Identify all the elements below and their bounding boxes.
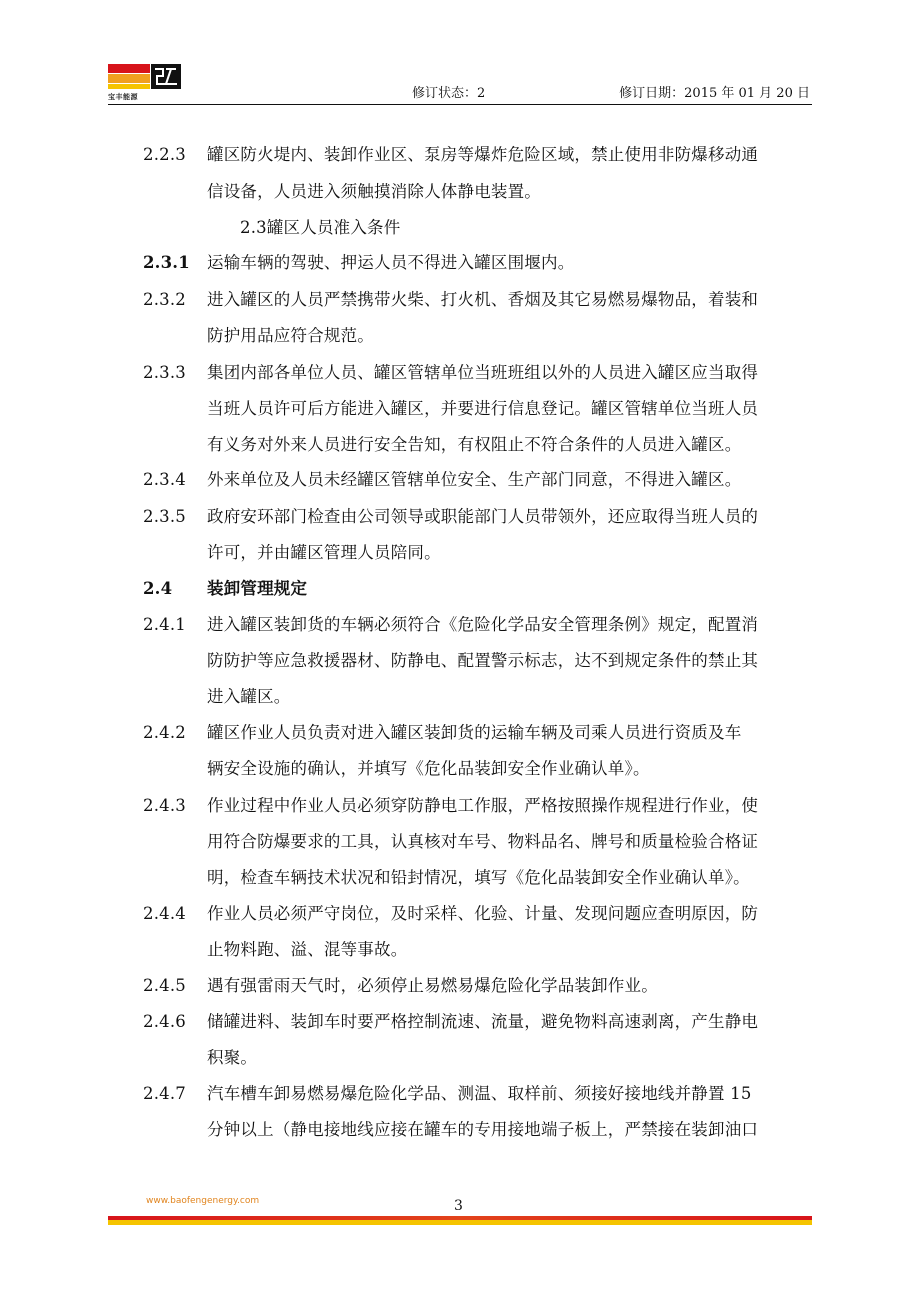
clause-text: 积聚。 [207, 1048, 258, 1067]
clause-2-4-2 [143, 719, 741, 743]
clause-number: 2.4.7 [143, 1084, 186, 1103]
footer-color-bar [108, 1216, 812, 1225]
clause-2-3-2 [143, 286, 758, 310]
clause-2-4-1 [143, 611, 758, 635]
clause-number: 2.3.3 [143, 363, 186, 382]
clause-text: 遇有强雷雨天气时，必须停止易燃易爆危险化学品装卸作业。 [207, 976, 658, 995]
clause-text: 汽车槽车卸易燃易爆危险化学品、测温、取样前、须接好接地线并静置 15 [207, 1084, 752, 1103]
clause-text: 明，检查车辆技术状况和铅封情况，填写《危化品装卸安全作业确认单》。 [207, 868, 750, 887]
clause-text: 作业过程中作业人员必须穿防静电工作服，严格按照操作规程进行作业，使 [207, 796, 759, 815]
clause-number: 2.4.2 [143, 723, 186, 742]
footer-website-link[interactable]: www.baofengenergy.com [146, 1196, 260, 1206]
clause-text: 有义务对外来人员进行安全告知，有权阻止不符合条件的人员进入罐区。 [207, 435, 742, 454]
clause-number: 2.4.1 [143, 615, 186, 634]
clause-2-3-1 [143, 249, 574, 273]
clause-text: 作业人员必须严守岗位，及时采样、化验、计量、发现问题应查明原因，防 [207, 904, 759, 923]
clause-2-4-7 [143, 1080, 752, 1104]
page-header [108, 62, 810, 106]
clause-text: 防护用品应符合规范。 [207, 326, 374, 345]
clause-text: 罐区防火堤内、装卸作业区、泵房等爆炸危险区域，禁止使用非防爆移动通 [207, 145, 759, 164]
header-divider [108, 104, 812, 105]
clause-text: 止物料跑、溢、混等事故。 [207, 940, 408, 959]
clause-text: 进入罐区装卸货的车辆必须符合《危险化学品安全管理条例》规定，配置消 [207, 615, 759, 634]
clause-2-3-5 [143, 503, 758, 527]
clause-text: 外来单位及人员未经罐区管辖单位安全、生产部门同意，不得进入罐区。 [207, 470, 742, 489]
section-heading-2-3: 2.3罐区人员准入条件 [240, 218, 401, 237]
clause-number: 2.4.3 [143, 796, 186, 815]
clause-number: 2.2.3 [143, 145, 186, 164]
clause-text: 集团内部各单位人员、罐区管辖单位当班班组以外的人员进入罐区应当取得 [207, 363, 759, 382]
revision-date: 修订日期：2015 年 01 月 20 日 [619, 86, 810, 101]
clause-text: 进入罐区的人员严禁携带火柴、打火机、香烟及其它易燃易爆物品，着装和 [207, 290, 759, 309]
clause-number: 2.3.1 [143, 253, 190, 272]
clause-number: 2.4.6 [143, 1012, 186, 1031]
clause-text: 辆安全设施的确认，并填写《危化品装卸安全作业确认单》。 [207, 759, 650, 778]
clause-number: 2.3.2 [143, 290, 186, 309]
clause-number: 2.3.5 [143, 507, 186, 526]
clause-2-3-3 [143, 359, 758, 383]
clause-text: 进入罐区。 [207, 687, 291, 706]
clause-2-3-4 [143, 466, 741, 490]
logo-brand-text: 宝丰能源 [108, 93, 138, 101]
clause-text: 运输车辆的驾驶、押运人员不得进入罐区围堰内。 [207, 253, 575, 272]
clause-number: 2.4.5 [143, 976, 186, 995]
clause-2-4-6 [143, 1008, 758, 1032]
page-number: 3 [454, 1198, 463, 1214]
clause-number: 2.3.4 [143, 470, 186, 489]
clause-text: 分钟以上（静电接地线应接在罐车的专用接地端子板上，严禁接在装卸油口 [207, 1120, 759, 1139]
clause-2-2-3 [143, 141, 758, 165]
clause-text: 信设备，人员进入须触摸消除人体静电装置。 [207, 182, 541, 201]
revision-status: 修订状态：2 [412, 86, 486, 101]
clause-number: 2.4.4 [143, 904, 186, 923]
clause-2-4-3 [143, 792, 758, 816]
clause-text: 储罐进料、装卸车时要严格控制流速、流量，避免物料高速剥离，产生静电 [207, 1012, 759, 1031]
clause-text: 用符合防爆要求的工具，认真核对车号、物料品名、牌号和质量检验合格证 [207, 832, 759, 851]
section-title: 装卸管理规定 [207, 579, 308, 598]
clause-text: 防防护等应急救援器材、防静电、配置警示标志，达不到规定条件的禁止其 [207, 651, 759, 670]
clause-text: 政府安环部门检查由公司领导或职能部门人员带领外，还应取得当班人员的 [207, 507, 759, 526]
section-number: 2.4 [143, 579, 173, 598]
clause-text: 罐区作业人员负责对进入罐区装卸货的运输车辆及司乘人员进行资质及车 [207, 723, 742, 742]
clause-text: 当班人员许可后方能进入罐区，并要进行信息登记。罐区管辖单位当班人员 [207, 399, 759, 418]
clause-2-4-4 [143, 900, 758, 924]
clause-2-4-5 [143, 972, 658, 996]
section-heading-2-4 [143, 575, 307, 599]
clause-text: 许可，并由罐区管理人员陪同。 [207, 543, 441, 562]
